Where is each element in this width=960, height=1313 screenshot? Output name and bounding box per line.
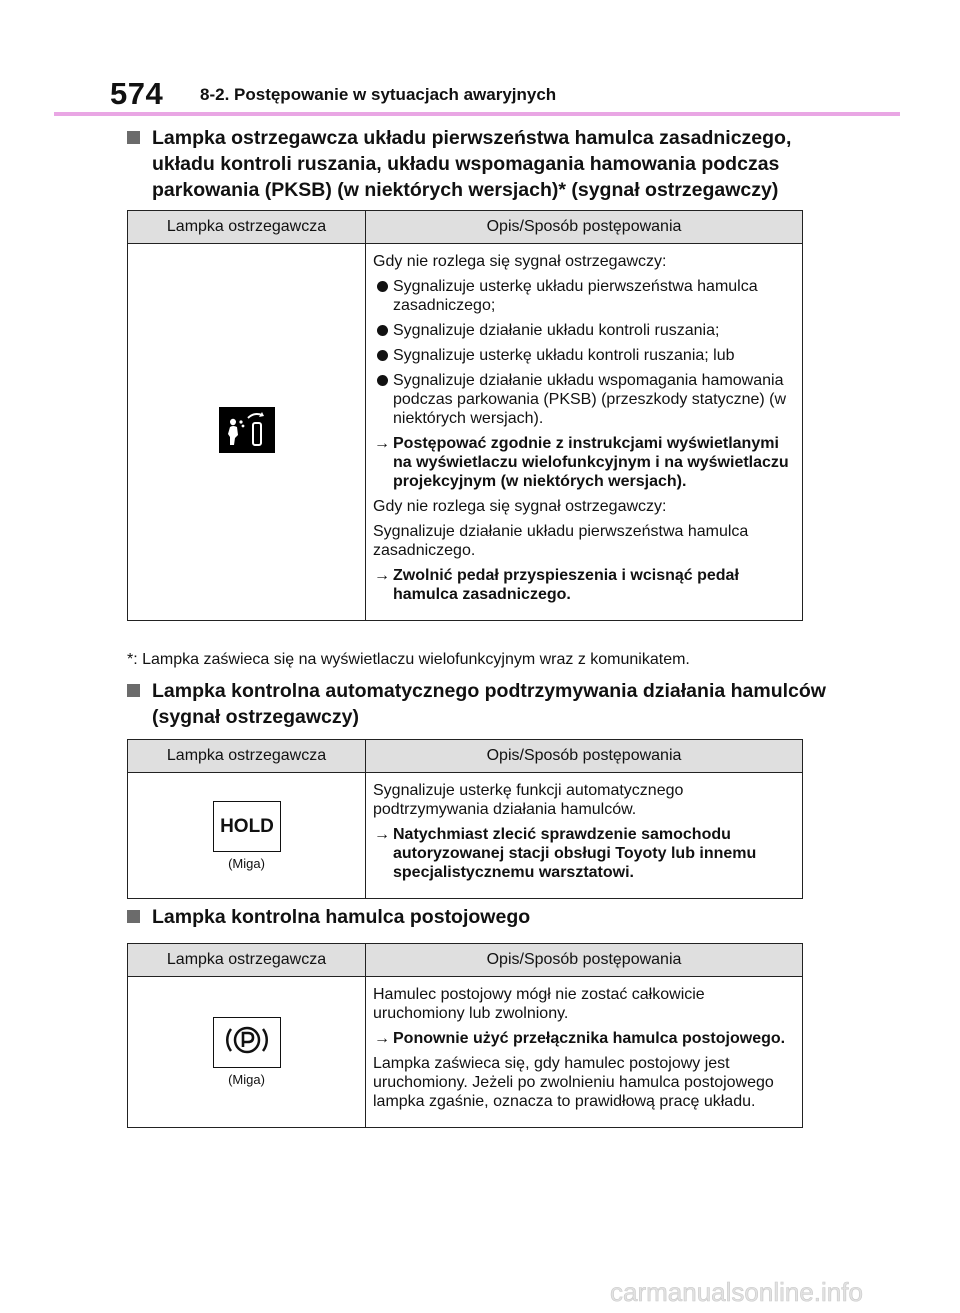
section1-title: Lampka ostrzegawcza układu pierwszeństwa hamulca zasadniczego, układu kontroli ruszania, układu wspomagania hamowania podczas parkowania (PKSB) (w niektórych wersjach)* (sygnał ostrzegawczy) xyxy=(152,127,792,201)
square-bullet-icon xyxy=(127,684,140,697)
blink-caption: (Miga) xyxy=(228,855,265,871)
foot-on-pedal-warning-icon xyxy=(219,407,275,453)
action-text: Ponownie użyć przełącznika hamulca postojowego. xyxy=(393,1030,786,1047)
section3-heading xyxy=(127,904,827,930)
table-header-lamp: Lampka ostrzegawcza xyxy=(128,211,366,244)
list-item: Sygnalizuje działanie układu wspomagania hamowania podczas parkowania (PKSB) (przeszkody statyczne) (w niektórych wersjach). xyxy=(373,371,796,428)
section1-table xyxy=(127,210,803,621)
section3-table xyxy=(127,943,803,1128)
section2-title: Lampka kontrolna automatycznego podtrzymywania działania hamulców (sygnał ostrzegawczy) xyxy=(152,680,826,728)
table-header-description: Opis/Sposób postępowania xyxy=(366,211,803,244)
watermark-text: carmanualsonline.info xyxy=(610,1277,863,1307)
action-instruction xyxy=(373,1029,796,1048)
section1-description xyxy=(366,244,803,621)
header-rule xyxy=(54,112,900,116)
table-header-lamp: Lampka ostrzegawcza xyxy=(128,944,366,977)
action-instruction xyxy=(373,825,796,882)
parking-brake-icon xyxy=(213,1017,281,1068)
section2-table xyxy=(127,739,803,899)
square-bullet-icon xyxy=(127,131,140,144)
intro-text: Gdy nie rozlega się sygnał ostrzegawczy: xyxy=(373,253,667,270)
footnote: *: Lampka zaświeca się na wyświetlaczu wielofunkcyjnym wraz z komunikatem. xyxy=(127,651,690,668)
list-item: Sygnalizuje działanie układu kontroli ruszania; xyxy=(373,321,796,340)
list-item: Sygnalizuje usterkę układu pierwszeństwa hamulca zasadniczego; xyxy=(373,277,796,315)
hold-icon xyxy=(213,801,281,852)
blink-caption: (Miga) xyxy=(228,1072,265,1087)
list-item: Sygnalizuje usterkę układu kontroli ruszania; lub xyxy=(373,346,796,365)
warning-lamp-cell xyxy=(128,244,366,621)
action-instruction xyxy=(373,434,796,491)
action-text: Postępować zgodnie z instrukcjami wyświetlanymi na wyświetlaczu wielofunkcyjnym i na wyświetlaczu projekcyjnym (w niektórych wersjach). xyxy=(393,435,789,490)
action-instruction xyxy=(373,566,796,604)
arrow-icon: → xyxy=(374,567,390,584)
warning-lamp-cell xyxy=(128,977,366,1128)
arrow-icon: → xyxy=(374,435,390,452)
section1-heading xyxy=(127,125,827,203)
description-text: Sygnalizuje usterkę funkcji automatycznego podtrzymywania działania hamulców. xyxy=(373,782,684,818)
hold-text: HOLD xyxy=(219,815,274,837)
action-text: Zwolnić pedał przyspieszenia i wcisnąć pedał hamulca zasadniczego. xyxy=(393,567,739,603)
table-header-description: Opis/Sposób postępowania xyxy=(366,740,803,773)
intro-text: Gdy nie rozlega się sygnał ostrzegawczy: xyxy=(373,498,667,515)
action-text: Natychmiast zlecić sprawdzenie samochodu autoryzowanej stacji obsługi Toyoty lub innemu specjalistycznemu warsztatowi. xyxy=(393,826,757,881)
section2-heading xyxy=(127,678,827,730)
warning-lamp-cell xyxy=(128,773,366,899)
description-text: Sygnalizuje działanie układu pierwszeństwa hamulca zasadniczego. xyxy=(373,523,749,559)
table-header-lamp: Lampka ostrzegawcza xyxy=(128,740,366,773)
arrow-icon: → xyxy=(374,1030,390,1047)
description-text: Hamulec postojowy mógł nie zostać całkowicie uruchomiony lub zwolniony. xyxy=(373,986,705,1022)
arrow-icon: → xyxy=(374,826,390,843)
hold-lamp xyxy=(214,802,280,846)
chapter-title: 8-2. Postępowanie w sytuacjach awaryjnych xyxy=(200,85,557,104)
section3-title: Lampka kontrolna hamulca postojowego xyxy=(152,906,531,928)
page-number: 574 xyxy=(110,76,164,111)
description-text: Lampka zaświeca się, gdy hamulec postojowy jest uruchomiony. Jeżeli po zwolnieniu hamulca postojowego lampka zgaśnie, oznacza to prawidłową pracę układu. xyxy=(373,1055,774,1110)
table-header-description: Opis/Sposób postępowania xyxy=(366,944,803,977)
section3-description xyxy=(366,977,803,1128)
watermark xyxy=(610,1275,950,1311)
parking-brake-symbol xyxy=(214,1018,280,1062)
square-bullet-icon xyxy=(127,910,140,923)
section2-description xyxy=(366,773,803,899)
